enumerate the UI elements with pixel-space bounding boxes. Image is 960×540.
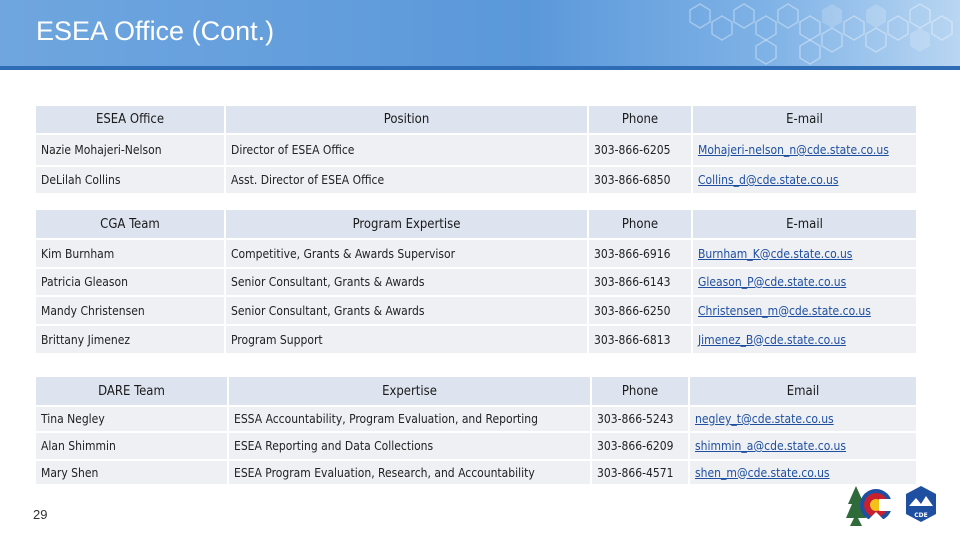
slide-title: ESEA Office (Cont.) (36, 16, 275, 46)
column-header: E-mail (693, 106, 918, 133)
cde-logo-icon (906, 486, 936, 522)
name-cell: Nazie Mohajeri-Nelson (36, 133, 226, 165)
table-row (36, 295, 918, 324)
name-cell: Alan Shimmin (36, 431, 229, 459)
table-row (36, 459, 918, 484)
phone-cell: 303-866-6813 (589, 324, 693, 353)
table-row (36, 324, 918, 353)
table-row (36, 405, 918, 431)
name-cell: Mary Shen (36, 459, 229, 484)
phone-cell: 303-866-6916 (589, 238, 693, 267)
name-cell: DeLilah Collins (36, 165, 226, 193)
dare-team-table (36, 377, 918, 484)
table-row (36, 165, 918, 193)
expertise-cell: ESSA Accountability, Program Evaluation, and Reporting (229, 405, 592, 431)
table-header-row (36, 377, 918, 405)
slide-header (0, 0, 960, 66)
name-cell: Kim Burnham (36, 238, 226, 267)
column-header: Phone (589, 210, 693, 238)
name-cell: Mandy Christensen (36, 295, 226, 324)
email-link[interactable]: Jimenez_B@cde.state.co.us (693, 324, 918, 353)
phone-cell: 303-866-6143 (589, 267, 693, 295)
email-link[interactable]: shen_m@cde.state.co.us (690, 459, 918, 484)
email-link[interactable]: Christensen_m@cde.state.co.us (693, 295, 918, 324)
hexagon-pattern-decoration (560, 0, 960, 66)
cde-logo-text: CDE (914, 512, 928, 519)
column-header: Expertise (229, 377, 592, 405)
position-cell: Director of ESEA Office (226, 133, 589, 165)
email-link[interactable]: negley_t@cde.state.co.us (690, 405, 918, 431)
phone-cell: 303-866-6209 (592, 431, 690, 459)
expertise-cell: Senior Consultant, Grants & Awards (226, 295, 589, 324)
page-number: 29 (33, 507, 48, 522)
email-link[interactable]: Burnham_K@cde.state.co.us (693, 238, 918, 267)
phone-cell: 303-866-6250 (589, 295, 693, 324)
expertise-cell: ESEA Program Evaluation, Research, and Accountability (229, 459, 592, 484)
phone-cell: 303-866-4571 (592, 459, 690, 484)
name-cell: Tina Negley (36, 405, 229, 431)
name-cell: Brittany Jimenez (36, 324, 226, 353)
email-link[interactable]: shimmin_a@cde.state.co.us (690, 431, 918, 459)
column-header: ESEA Office (36, 106, 226, 133)
expertise-cell: ESEA Reporting and Data Collections (229, 431, 592, 459)
expertise-cell: Program Support (226, 324, 589, 353)
phone-cell: 303-866-5243 (592, 405, 690, 431)
table-header-row (36, 106, 918, 133)
name-cell: Patricia Gleason (36, 267, 226, 295)
table-row (36, 133, 918, 165)
phone-cell: 303-866-6850 (589, 165, 693, 193)
table-row (36, 267, 918, 295)
column-header: Phone (589, 106, 693, 133)
expertise-cell: Competitive, Grants & Awards Supervisor (226, 238, 589, 267)
table-row (36, 238, 918, 267)
esea-office-table (36, 106, 918, 193)
email-link[interactable]: Mohajeri-nelson_n@cde.state.co.us (693, 133, 918, 165)
phone-cell: 303-866-6205 (589, 133, 693, 165)
email-link[interactable]: Gleason_P@cde.state.co.us (693, 267, 918, 295)
table-header-row (36, 210, 918, 238)
email-link[interactable]: Collins_d@cde.state.co.us (693, 165, 918, 193)
colorado-c-logo-icon (846, 486, 893, 526)
position-cell: Asst. Director of ESEA Office (226, 165, 589, 193)
header-accent-band (0, 66, 960, 70)
column-header: Email (690, 377, 918, 405)
cga-team-table (36, 210, 918, 353)
column-header: DARE Team (36, 377, 229, 405)
expertise-cell: Senior Consultant, Grants & Awards (226, 267, 589, 295)
column-header: Program Expertise (226, 210, 589, 238)
column-header: CGA Team (36, 210, 226, 238)
column-header: E-mail (693, 210, 918, 238)
column-header: Position (226, 106, 589, 133)
table-row (36, 431, 918, 459)
footer-logos (846, 484, 946, 528)
column-header: Phone (592, 377, 690, 405)
